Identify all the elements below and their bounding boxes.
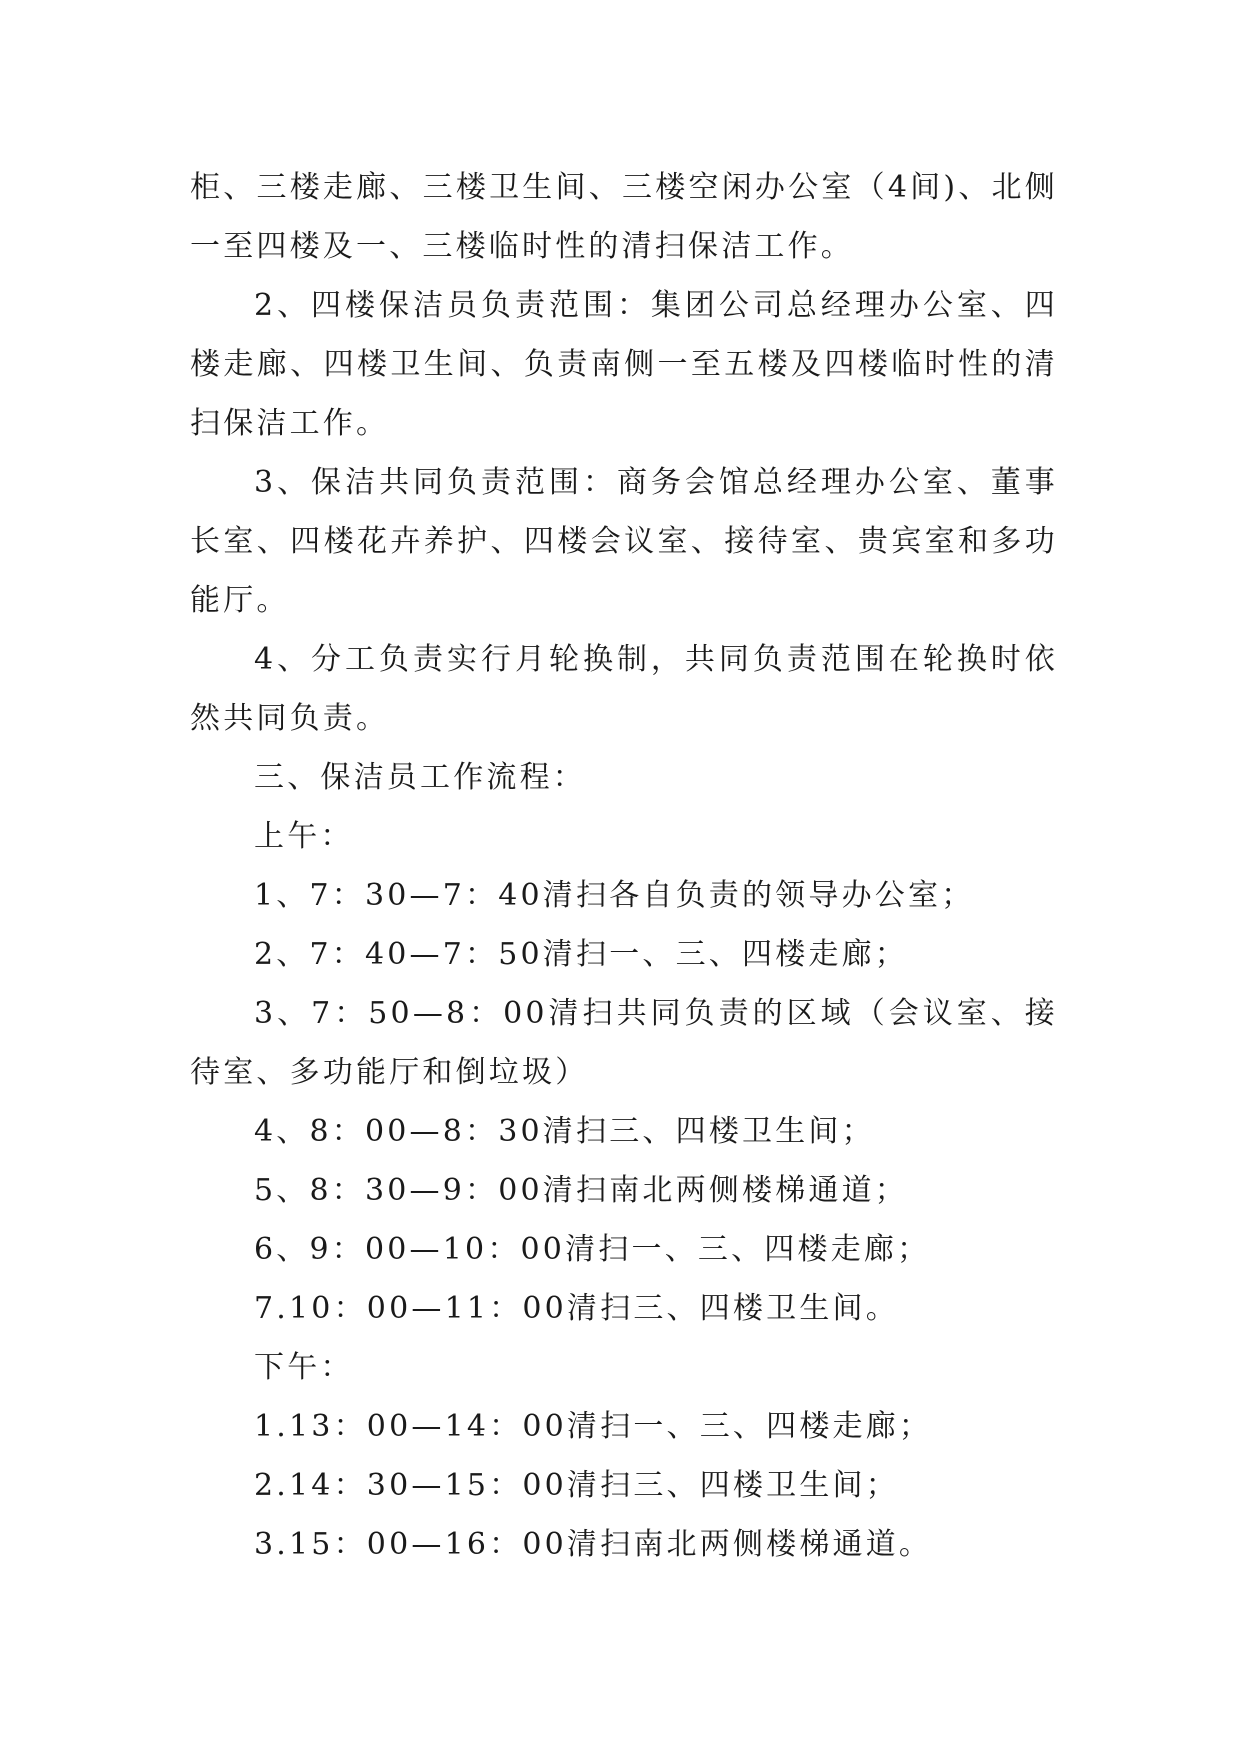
subheading-afternoon: 下午： bbox=[254, 1350, 354, 1385]
schedule-item: 1.13：00—14：00清扫一、三、四楼走廊； bbox=[254, 1409, 933, 1444]
document-body bbox=[190, 158, 1058, 1574]
paragraph-continuation: 柜、三楼走廊、三楼卫生间、三楼空闲办公室（4间)、北侧一至四楼及一、三楼临时性的清扫保洁工作。 bbox=[190, 170, 1058, 264]
paragraph-scope-fourth-floor: 2、四楼保洁员负责范围：集团公司总经理办公室、四楼走廊、四楼卫生间、负责南侧一至五楼及四楼临时性的清扫保洁工作。 bbox=[190, 288, 1058, 441]
schedule-item: 2、7：40—7：50清扫一、三、四楼走廊； bbox=[254, 937, 909, 972]
schedule-item: 3.15：00—16：00清扫南北两侧楼梯通道。 bbox=[254, 1527, 933, 1562]
section-heading-workflow: 三、保洁员工作流程： bbox=[254, 760, 586, 795]
schedule-item: 1、7：30—7：40清扫各自负责的领导办公室； bbox=[254, 878, 975, 913]
schedule-item: 5、8：30—9：00清扫南北两侧楼梯通道； bbox=[254, 1173, 909, 1208]
paragraph-rotation: 4、分工负责实行月轮换制，共同负责范围在轮换时依然共同负责。 bbox=[190, 642, 1058, 736]
schedule-item: 2.14：30—15：00清扫三、四楼卫生间； bbox=[254, 1468, 899, 1503]
paragraph-shared-scope: 3、保洁共同负责范围：商务会馆总经理办公室、董事长室、四楼花卉养护、四楼会议室、接待室、贵宾室和多功能厅。 bbox=[190, 465, 1058, 618]
schedule-item: 6、9：00—10：00清扫一、三、四楼走廊； bbox=[254, 1232, 931, 1267]
schedule-item: 4、8：00—8：30清扫三、四楼卫生间； bbox=[254, 1114, 875, 1149]
schedule-item: 7.10：00—11：00清扫三、四楼卫生间。 bbox=[254, 1291, 899, 1326]
schedule-item: 3、7：50—8：00清扫共同负责的区域（会议室、接待室、多功能厅和倒垃圾） bbox=[190, 996, 1058, 1090]
subheading-morning: 上午： bbox=[254, 819, 354, 854]
